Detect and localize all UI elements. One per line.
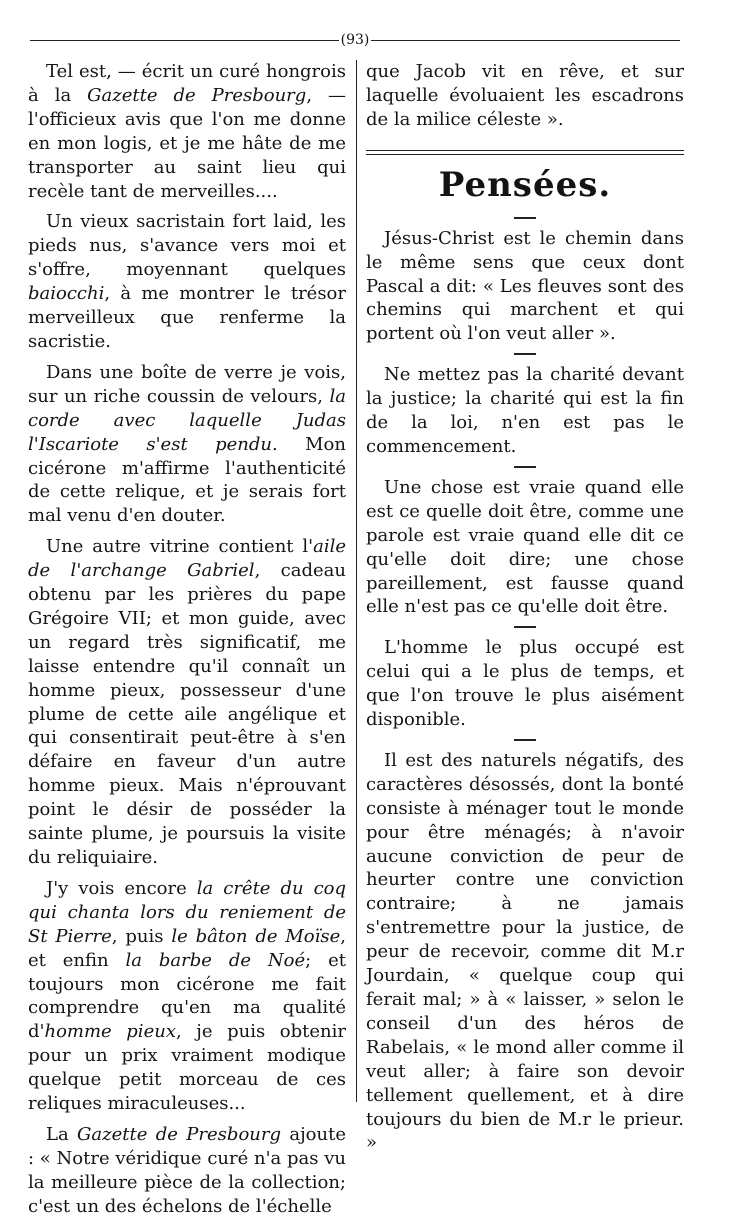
thought-separator bbox=[514, 217, 536, 219]
thought: Il est des naturels négatifs, des caractères désossés, dont la bonté consiste à ménager tout le monde pour être ménagés; à n'avoir aucune conviction de peur de heurter contre une conviction contraire; à ne jamais s'entremettre pour la justice, de peur de recevoir, comme dit M.r Jourdain, « quelque coup qui ferait mal; » à « laisser, » selon le conseil d'un des héros de Rabelais, « le mond aller comme il veut aller; à faire son devoir tellement quellement, et à dire toujours du bien de M.r le prieur. » bbox=[366, 749, 684, 1154]
paragraph: Dans une boîte de verre je vois, sur un riche coussin de velours, la corde avec laquelle Judas l'Iscariote s'est pendu. Mon cicérone m'affirme l'authenticité de cette relique, et je serais fort mal venu d'en douter. bbox=[28, 361, 346, 527]
thought: L'homme le plus occupé est celui qui a le plus de temps, et que l'on trouve le plus aisément disponible. bbox=[366, 637, 684, 731]
thought: Ne mettez pas la charité devant la justice; la charité qui est la fin de la loi, n'en est pas le commencement. bbox=[366, 364, 684, 457]
section-separator bbox=[366, 150, 684, 155]
paragraph: Un vieux sacristain fort laid, les pieds nus, s'avance vers moi et s'offre, moyennant quelques baiocchi, à me montrer le trésor merveilleux que renferme la sacristie. bbox=[28, 211, 346, 352]
thought: Une chose est vraie quand elle est ce quelle doit être, comme une parole est vraie quand elle dit ce qu'elle doit dire; une chose pareillement, est fausse quand elle n'est pas ce qu'elle doit être. bbox=[366, 476, 684, 618]
thought-separator bbox=[514, 626, 536, 628]
thought-separator bbox=[514, 353, 536, 355]
page-header bbox=[30, 30, 680, 50]
paragraph: Tel est, — écrit un curé hongrois à la Gazette de Presbourg, — l'officieux avis que l'on me donne en mon logis, et je me hâte de me transporter au saint lieu qui recèle tant de merveilles.... bbox=[28, 61, 346, 202]
thought: Jésus-Christ est le chemin dans le même sens que ceux dont Pascal a dit: « Les fleuves sont des chemins qui marchent et qui portent où l'on veut aller ». bbox=[366, 227, 684, 345]
right-column bbox=[366, 60, 684, 1162]
column-divider bbox=[356, 60, 357, 1102]
header-rule-left bbox=[30, 40, 339, 41]
left-column bbox=[28, 60, 346, 1226]
thought-separator bbox=[514, 739, 536, 741]
paragraph: J'y vois encore la crête du coq qui chanta lors du reniement de St Pierre, puis le bâton de Moïse, et enfin la barbe de Noé; et toujours mon cicérone me fait comprendre qu'en ma qualité d'homme pieux, je puis obtenir pour un prix vraiment modique quelque petit morceau de ces reliques miraculeuses... bbox=[28, 877, 347, 1115]
page-number: (93) bbox=[340, 32, 370, 48]
section-title: Pensées. bbox=[438, 164, 612, 205]
header-rule-right bbox=[371, 40, 680, 41]
paragraph: La Gazette de Presbourg ajoute : « Notre véridique curé n'a pas vu la meilleure pièce de la collection; c'est un des échelons de l'échelle bbox=[28, 1123, 346, 1217]
thought-separator bbox=[514, 466, 536, 468]
paragraph-continued: que Jacob vit en rêve, et sur laquelle évoluaient les escadrons de la milice céleste ». bbox=[366, 61, 684, 130]
paragraph: Une autre vitrine contient l'aile de l'archange Gabriel, cadeau obtenu par les prières du pape Grégoire VII; et mon guide, avec un regard très significatif, me laisse entendre qu'il connaît un homme pieux, possesseur d'une plume de cette aile angélique et qui consentirait peut-être à s'en défaire en faveur d'un autre homme pieux. Mais n'éprouvant point le désir de posséder la sainte plume, je poursuis la visite du reliquiaire. bbox=[28, 536, 346, 868]
